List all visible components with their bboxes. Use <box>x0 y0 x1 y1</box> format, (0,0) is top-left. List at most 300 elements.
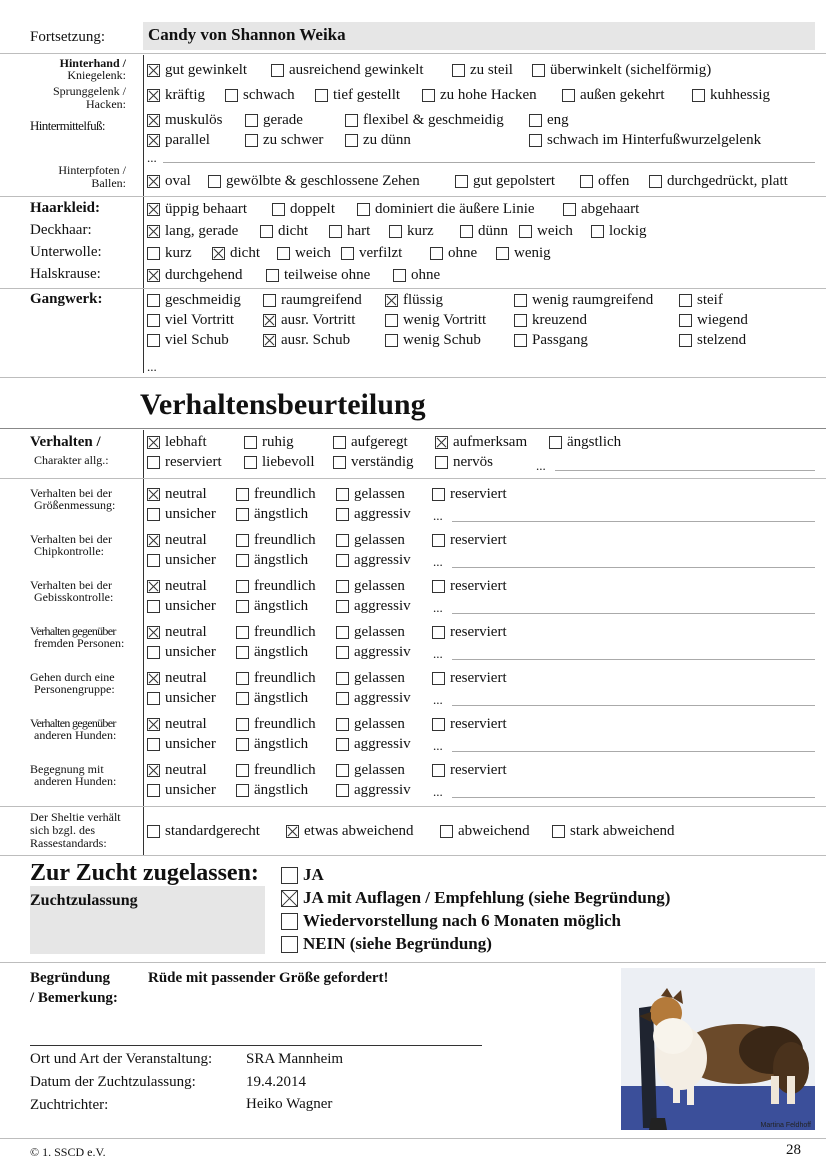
option-schwach-im-hinterfußwurzelgelenk[interactable] <box>529 131 761 149</box>
checkbox-unchecked[interactable] <box>692 89 705 102</box>
checkbox-unchecked[interactable] <box>147 314 160 327</box>
checkbox-unchecked[interactable] <box>236 488 249 501</box>
checkbox-unchecked[interactable] <box>341 247 354 260</box>
checkbox-checked[interactable] <box>147 203 160 216</box>
checkbox-unchecked[interactable] <box>245 114 258 127</box>
option-passgang[interactable] <box>514 331 588 349</box>
option-label: ängstlich <box>254 644 309 660</box>
option-dicht[interactable] <box>260 222 308 240</box>
option-ausr-schub[interactable] <box>263 331 350 349</box>
richter-value: Heiko Wagner <box>246 1096 333 1112</box>
checkbox-unchecked[interactable] <box>336 692 349 705</box>
option-label: ängstlich <box>254 690 309 706</box>
situation-dots: ... <box>433 646 443 661</box>
checkbox-unchecked[interactable] <box>514 314 527 327</box>
checkbox-unchecked[interactable] <box>563 203 576 216</box>
option-aufmerksam[interactable] <box>435 433 527 451</box>
option-unsicher[interactable] <box>147 781 216 799</box>
option-überwinkelt-sichelförmig[interactable] <box>532 61 711 79</box>
charakter-label: Charakter allg.: <box>34 453 109 467</box>
checkbox-unchecked[interactable] <box>580 175 593 188</box>
option-gewölbte-geschlossene-zehen[interactable] <box>208 172 420 190</box>
option-ja[interactable] <box>281 865 324 885</box>
checkbox-unchecked[interactable] <box>147 600 160 613</box>
checkbox-checked[interactable] <box>147 89 160 102</box>
option-label: aufmerksam <box>453 434 528 450</box>
checkbox-unchecked[interactable] <box>225 89 238 102</box>
option-ja-mit-auflagen-empfehlung-siehe-begründung[interactable] <box>281 888 670 908</box>
checkbox-checked[interactable] <box>286 825 299 838</box>
option-verfilzt[interactable] <box>341 244 402 262</box>
standard-label-2: sich bzgl. des <box>30 823 95 837</box>
option-label: neutral <box>165 578 207 594</box>
checkbox-unchecked[interactable] <box>432 488 445 501</box>
option-durchgehend[interactable] <box>147 266 242 284</box>
option-ausreichend-gewinkelt[interactable] <box>271 61 424 79</box>
option-eng[interactable] <box>529 111 569 129</box>
checkbox-unchecked[interactable] <box>549 436 562 449</box>
option-viel-schub[interactable] <box>147 331 229 349</box>
option-viel-vortritt[interactable] <box>147 311 234 329</box>
checkbox-checked[interactable] <box>147 534 160 547</box>
checkbox-checked[interactable] <box>147 64 160 77</box>
option-ängstlich[interactable] <box>236 781 308 799</box>
situation-label-2: Chipkontrolle: <box>34 544 104 558</box>
option-aggressiv[interactable] <box>336 597 411 615</box>
option-teilweise-ohne[interactable] <box>266 266 370 284</box>
option-ausr-vortritt[interactable] <box>263 311 355 329</box>
option-verständig[interactable] <box>333 453 413 471</box>
checkbox-unchecked[interactable] <box>532 64 545 77</box>
checkbox-checked[interactable] <box>212 247 225 260</box>
checkbox-unchecked[interactable] <box>236 580 249 593</box>
option-kräftig[interactable] <box>147 86 205 104</box>
checkbox-checked[interactable] <box>147 175 160 188</box>
option-unsicher[interactable] <box>147 551 216 569</box>
situation-dots: ... <box>433 554 443 569</box>
checkbox-unchecked[interactable] <box>147 247 160 260</box>
checkbox-checked[interactable] <box>147 672 160 685</box>
checkbox-unchecked[interactable] <box>336 764 349 777</box>
option-reserviert[interactable] <box>432 715 507 733</box>
option-neutral[interactable] <box>147 669 207 687</box>
option-unsicher[interactable] <box>147 597 216 615</box>
option-neutral[interactable] <box>147 623 207 641</box>
continuation-label: Fortsetzung: <box>30 29 105 45</box>
option-aggressiv[interactable] <box>336 735 411 753</box>
option-label: lebhaft <box>165 434 207 450</box>
checkbox-checked[interactable] <box>147 134 160 147</box>
option-ruhig[interactable] <box>244 433 294 451</box>
checkbox-unchecked[interactable] <box>244 456 257 469</box>
checkbox-unchecked[interactable] <box>333 456 346 469</box>
option-gelassen[interactable] <box>336 623 405 641</box>
option-freundlich[interactable] <box>236 577 316 595</box>
option-neutral[interactable] <box>147 577 207 595</box>
option-außen-gekehrt[interactable] <box>562 86 665 104</box>
checkbox-unchecked[interactable] <box>147 784 160 797</box>
checkbox-unchecked[interactable] <box>514 294 527 307</box>
situation-dots: ... <box>433 600 443 615</box>
checkbox-unchecked[interactable] <box>147 456 160 469</box>
checkbox-unchecked[interactable] <box>336 580 349 593</box>
dog-photo <box>621 968 815 1130</box>
checkbox-checked[interactable] <box>147 269 160 282</box>
option-gut-gewinkelt[interactable] <box>147 61 247 79</box>
option-kurz[interactable] <box>147 244 192 262</box>
checkbox-unchecked[interactable] <box>281 936 298 953</box>
checkbox-checked[interactable] <box>147 626 160 639</box>
checkbox-checked[interactable] <box>147 764 160 777</box>
option-freundlich[interactable] <box>236 623 316 641</box>
checkbox-unchecked[interactable] <box>336 646 349 659</box>
option-label: gerade <box>263 112 303 128</box>
option-label: freundlich <box>254 670 316 686</box>
option-gelassen[interactable] <box>336 715 405 733</box>
option-label: gelassen <box>354 486 405 502</box>
option-ängstlich[interactable] <box>236 735 308 753</box>
option-weich[interactable] <box>519 222 573 240</box>
option-nein-siehe-begründung[interactable] <box>281 934 492 954</box>
checkbox-unchecked[interactable] <box>357 203 370 216</box>
option-hart[interactable] <box>329 222 370 240</box>
option-liebevoll[interactable] <box>244 453 315 471</box>
option-label: ängstlich <box>254 552 309 568</box>
option-kreuzend[interactable] <box>514 311 587 329</box>
checkbox-unchecked[interactable] <box>422 89 435 102</box>
option-freundlich[interactable] <box>236 531 316 549</box>
option-flüssig[interactable] <box>385 291 443 309</box>
ort-label: Ort und Art der Veranstaltung: <box>30 1051 213 1067</box>
option-label: neutral <box>165 532 207 548</box>
option-label: ausr. Vortritt <box>281 312 356 328</box>
checkbox-unchecked[interactable] <box>496 247 509 260</box>
option-stark-abweichend[interactable] <box>552 822 675 840</box>
checkbox-unchecked[interactable] <box>147 738 160 751</box>
option-gelassen[interactable] <box>336 485 405 503</box>
checkbox-unchecked[interactable] <box>236 646 249 659</box>
checkbox-unchecked[interactable] <box>385 314 398 327</box>
option-reserviert[interactable] <box>432 577 507 595</box>
checkbox-unchecked[interactable] <box>432 626 445 639</box>
checkbox-unchecked[interactable] <box>147 825 160 838</box>
checkbox-unchecked[interactable] <box>649 175 662 188</box>
checkbox-unchecked[interactable] <box>336 534 349 547</box>
option-unsicher[interactable] <box>147 643 216 661</box>
option-durchgedrückt-platt[interactable] <box>649 172 788 190</box>
option-freundlich[interactable] <box>236 485 316 503</box>
option-label: eng <box>547 112 569 128</box>
option-freundlich[interactable] <box>236 715 316 733</box>
situation-label-1: Verhalten bei der <box>30 486 112 500</box>
option-reserviert[interactable] <box>432 531 507 549</box>
option-zu-schwer[interactable] <box>245 131 323 149</box>
divider <box>0 478 826 479</box>
checkbox-unchecked[interactable] <box>236 626 249 639</box>
checkbox-unchecked[interactable] <box>562 89 575 102</box>
checkbox-checked[interactable] <box>147 488 160 501</box>
option-neutral[interactable] <box>147 715 207 733</box>
option-label: liebevoll <box>262 454 315 470</box>
checkbox-unchecked[interactable] <box>236 534 249 547</box>
option-label: stelzend <box>697 332 747 348</box>
checkbox-checked[interactable] <box>263 314 276 327</box>
checkbox-unchecked[interactable] <box>336 488 349 501</box>
checkbox-unchecked[interactable] <box>336 600 349 613</box>
checkbox-unchecked[interactable] <box>329 225 342 238</box>
option-aggressiv[interactable] <box>336 505 411 523</box>
option-reserviert[interactable] <box>432 761 507 779</box>
option-reserviert[interactable] <box>432 669 507 687</box>
checkbox-unchecked[interactable] <box>236 554 249 567</box>
checkbox-unchecked[interactable] <box>440 825 453 838</box>
checkbox-unchecked[interactable] <box>236 764 249 777</box>
checkbox-checked[interactable] <box>435 436 448 449</box>
checkbox-unchecked[interactable] <box>281 913 298 930</box>
option-tief-gestellt[interactable] <box>315 86 400 104</box>
option-ängstlich[interactable] <box>549 433 621 451</box>
checkbox-unchecked[interactable] <box>432 672 445 685</box>
checkbox-unchecked[interactable] <box>679 314 692 327</box>
option-zu-dünn[interactable] <box>345 131 411 149</box>
option-unsicher[interactable] <box>147 505 216 523</box>
checkbox-unchecked[interactable] <box>455 175 468 188</box>
option-freundlich[interactable] <box>236 761 316 779</box>
checkbox-unchecked[interactable] <box>244 436 257 449</box>
option-raumgreifend[interactable] <box>263 291 362 309</box>
checkbox-unchecked[interactable] <box>208 175 221 188</box>
option-offen[interactable] <box>580 172 629 190</box>
option-parallel[interactable] <box>147 131 210 149</box>
checkbox-unchecked[interactable] <box>519 225 532 238</box>
option-label: unsicher <box>165 598 216 614</box>
option-ohne[interactable] <box>430 244 477 262</box>
option-aggressiv[interactable] <box>336 643 411 661</box>
option-label: reserviert <box>450 532 507 548</box>
option-label: neutral <box>165 762 207 778</box>
checkbox-checked[interactable] <box>147 436 160 449</box>
option-unsicher[interactable] <box>147 735 216 753</box>
option-label: JA <box>303 865 324 884</box>
checkbox-checked[interactable] <box>147 114 160 127</box>
option-lang-gerade[interactable] <box>147 222 238 240</box>
checkbox-unchecked[interactable] <box>529 114 542 127</box>
option-reserviert[interactable] <box>147 453 222 471</box>
checkbox-unchecked[interactable] <box>679 334 692 347</box>
checkbox-unchecked[interactable] <box>236 738 249 751</box>
option-label: unsicher <box>165 644 216 660</box>
option-reserviert[interactable] <box>432 485 507 503</box>
option-zu-steil[interactable] <box>452 61 513 79</box>
divider <box>0 288 826 289</box>
checkbox-unchecked[interactable] <box>393 269 406 282</box>
checkbox-unchecked[interactable] <box>277 247 290 260</box>
option-wenig-raumgreifend[interactable] <box>514 291 653 309</box>
checkbox-unchecked[interactable] <box>281 867 298 884</box>
option-aggressiv[interactable] <box>336 781 411 799</box>
option-muskulös[interactable] <box>147 111 223 129</box>
checkbox-unchecked[interactable] <box>147 554 160 567</box>
checkbox-unchecked[interactable] <box>236 508 249 521</box>
option-label: üppig behaart <box>165 201 248 217</box>
option-wenig-vortritt[interactable] <box>385 311 486 329</box>
checkbox-unchecked[interactable] <box>336 784 349 797</box>
checkbox-unchecked[interactable] <box>147 646 160 659</box>
option-schwach[interactable] <box>225 86 295 104</box>
checkbox-unchecked[interactable] <box>336 718 349 731</box>
situation-dots: ... <box>433 738 443 753</box>
ballen-label: Ballen: <box>91 176 126 190</box>
checkbox-unchecked[interactable] <box>529 134 542 147</box>
option-ängstlich[interactable] <box>236 505 308 523</box>
option-wenig-schub[interactable] <box>385 331 481 349</box>
checkbox-unchecked[interactable] <box>315 89 328 102</box>
option-abweichend[interactable] <box>440 822 530 840</box>
option-label: ängstlich <box>254 736 309 752</box>
option-kuhhessig[interactable] <box>692 86 770 104</box>
option-gerade[interactable] <box>245 111 303 129</box>
option-geschmeidig[interactable] <box>147 291 241 309</box>
richter-label: Zuchtrichter: <box>30 1097 109 1113</box>
option-zu-hohe-hacken[interactable] <box>422 86 537 104</box>
checkbox-unchecked[interactable] <box>147 692 160 705</box>
checkbox-unchecked[interactable] <box>385 334 398 347</box>
checkbox-unchecked[interactable] <box>336 738 349 751</box>
checkbox-unchecked[interactable] <box>147 294 160 307</box>
option-lebhaft[interactable] <box>147 433 207 451</box>
option-dominiert-die-äußere-linie[interactable] <box>357 200 535 218</box>
checkbox-unchecked[interactable] <box>147 334 160 347</box>
checkbox-unchecked[interactable] <box>336 626 349 639</box>
option-wiegend[interactable] <box>679 311 748 329</box>
option-freundlich[interactable] <box>236 669 316 687</box>
checkbox-unchecked[interactable] <box>147 508 160 521</box>
checkbox-unchecked[interactable] <box>591 225 604 238</box>
checkbox-unchecked[interactable] <box>345 114 358 127</box>
checkbox-unchecked[interactable] <box>432 534 445 547</box>
checkbox-unchecked[interactable] <box>432 718 445 731</box>
option-gelassen[interactable] <box>336 761 405 779</box>
checkbox-unchecked[interactable] <box>552 825 565 838</box>
option-wiedervorstellung-nach-6-monaten-möglich[interactable] <box>281 911 621 931</box>
checkbox-checked[interactable] <box>281 890 298 907</box>
checkbox-unchecked[interactable] <box>389 225 402 238</box>
checkbox-checked[interactable] <box>263 334 276 347</box>
checkbox-unchecked[interactable] <box>460 225 473 238</box>
option-gelassen[interactable] <box>336 669 405 687</box>
option-aggressiv[interactable] <box>336 551 411 569</box>
bemerkung-label: / Bemerkung: <box>30 990 118 1006</box>
option-standardgerecht[interactable] <box>147 822 260 840</box>
option-lockig[interactable] <box>591 222 647 240</box>
option-etwas-abweichend[interactable] <box>286 822 414 840</box>
checkbox-checked[interactable] <box>385 294 398 307</box>
option-aggressiv[interactable] <box>336 689 411 707</box>
checkbox-checked[interactable] <box>147 580 160 593</box>
checkbox-unchecked[interactable] <box>345 134 358 147</box>
option-dünn[interactable] <box>460 222 508 240</box>
checkbox-unchecked[interactable] <box>514 334 527 347</box>
checkbox-unchecked[interactable] <box>336 554 349 567</box>
option-label: muskulös <box>165 112 223 128</box>
checkbox-unchecked[interactable] <box>236 718 249 731</box>
option-neutral[interactable] <box>147 531 207 549</box>
option-neutral[interactable] <box>147 485 207 503</box>
verhalten-title: Verhalten / <box>30 434 101 450</box>
option-ängstlich[interactable] <box>236 597 308 615</box>
checkbox-unchecked[interactable] <box>432 764 445 777</box>
situation-dots: ... <box>433 508 443 523</box>
checkbox-unchecked[interactable] <box>271 64 284 77</box>
option-label: ängstlich <box>567 434 622 450</box>
checkbox-unchecked[interactable] <box>272 203 285 216</box>
option-nervös[interactable] <box>435 453 493 471</box>
option-label: überwinkelt (sichelförmig) <box>550 62 712 78</box>
option-label: ängstlich <box>254 598 309 614</box>
option-abgehaart[interactable] <box>563 200 639 218</box>
checkbox-checked[interactable] <box>147 718 160 731</box>
option-weich[interactable] <box>277 244 331 262</box>
checkbox-unchecked[interactable] <box>245 134 258 147</box>
option-label: wenig Vortritt <box>403 312 487 328</box>
situation-note-line <box>452 705 815 706</box>
option-gut-gepolstert[interactable] <box>455 172 555 190</box>
option-unsicher[interactable] <box>147 689 216 707</box>
option-ohne[interactable] <box>393 266 440 284</box>
option-üppig-behaart[interactable] <box>147 200 247 218</box>
checkbox-unchecked[interactable] <box>236 784 249 797</box>
checkbox-unchecked[interactable] <box>336 508 349 521</box>
option-dicht[interactable] <box>212 244 260 262</box>
option-label: freundlich <box>254 578 316 594</box>
option-ängstlich[interactable] <box>236 551 308 569</box>
checkbox-unchecked[interactable] <box>236 672 249 685</box>
checkbox-unchecked[interactable] <box>260 225 273 238</box>
checkbox-unchecked[interactable] <box>266 269 279 282</box>
checkbox-unchecked[interactable] <box>452 64 465 77</box>
option-neutral[interactable] <box>147 761 207 779</box>
option-doppelt[interactable] <box>272 200 335 218</box>
option-label: reserviert <box>450 624 507 640</box>
hinterhand-dots: ... <box>147 150 157 165</box>
option-flexibel-geschmeidig[interactable] <box>345 111 504 129</box>
option-steif[interactable] <box>679 291 723 309</box>
option-ängstlich[interactable] <box>236 689 308 707</box>
option-oval[interactable] <box>147 172 191 190</box>
option-stelzend[interactable] <box>679 331 746 349</box>
situation-label-1: Verhalten bei der <box>30 532 112 546</box>
checkbox-unchecked[interactable] <box>333 436 346 449</box>
option-label: reserviert <box>450 716 507 732</box>
option-aufgeregt[interactable] <box>333 433 408 451</box>
checkbox-unchecked[interactable] <box>435 456 448 469</box>
checkbox-unchecked[interactable] <box>679 294 692 307</box>
checkbox-unchecked[interactable] <box>236 600 249 613</box>
option-gelassen[interactable] <box>336 577 405 595</box>
option-reserviert[interactable] <box>432 623 507 641</box>
checkbox-unchecked[interactable] <box>430 247 443 260</box>
mittelfuss-label: Hintermittelfuß: <box>30 118 105 133</box>
option-kurz[interactable] <box>389 222 434 240</box>
option-ängstlich[interactable] <box>236 643 308 661</box>
checkbox-unchecked[interactable] <box>336 672 349 685</box>
checkbox-unchecked[interactable] <box>236 692 249 705</box>
option-gelassen[interactable] <box>336 531 405 549</box>
option-wenig[interactable] <box>496 244 551 262</box>
checkbox-unchecked[interactable] <box>432 580 445 593</box>
checkbox-checked[interactable] <box>147 225 160 238</box>
checkbox-unchecked[interactable] <box>263 294 276 307</box>
